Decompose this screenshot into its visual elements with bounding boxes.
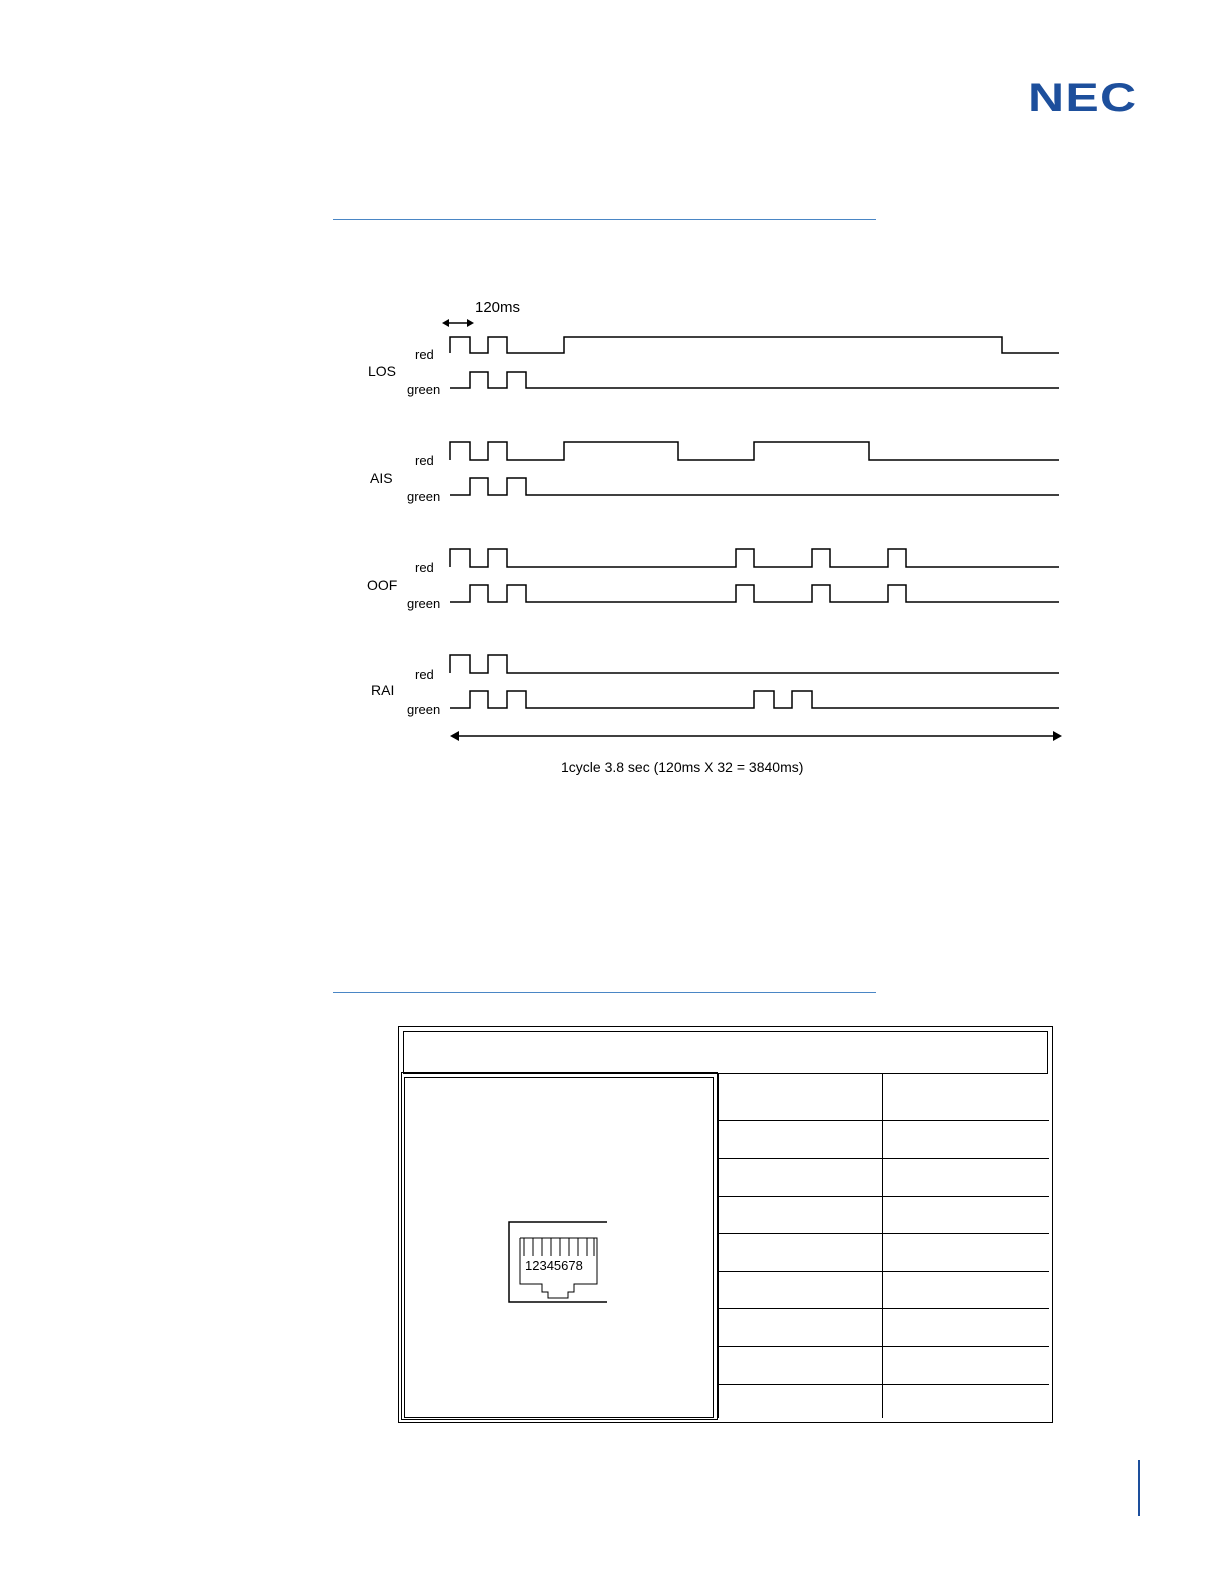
oof-red-label: red xyxy=(415,560,434,575)
pulse-width-marker xyxy=(442,319,474,327)
cycle-arrow xyxy=(450,731,1062,741)
oof-red-signal xyxy=(450,549,1059,567)
rj45-jack-icon xyxy=(508,1220,610,1304)
ais-label: AIS xyxy=(370,470,393,486)
ais-red-label: red xyxy=(415,453,434,468)
table-row xyxy=(718,1308,1049,1309)
pin-numbers: 12345678 xyxy=(525,1258,583,1273)
oof-green-label: green xyxy=(407,596,441,611)
table-row xyxy=(718,1346,1049,1347)
los-label: LOS xyxy=(368,363,397,379)
rai-red-label: red xyxy=(415,667,434,682)
ais-green-label: green xyxy=(407,489,441,504)
rai-green-label: green xyxy=(407,702,441,717)
section-rule-top xyxy=(333,219,876,220)
pulse-width-label: 120ms xyxy=(475,299,521,316)
rai-red-signal xyxy=(450,655,1059,673)
connector-table-header xyxy=(403,1031,1048,1074)
oof-label: OOF xyxy=(367,577,398,593)
led-timing-diagram xyxy=(350,290,1080,790)
pin-assignment-columns xyxy=(718,1074,1050,1418)
los-red-signal xyxy=(450,337,1059,353)
nec-logo: NEC xyxy=(1028,76,1138,120)
table-row xyxy=(718,1120,1049,1121)
table-row xyxy=(718,1196,1049,1197)
los-green-label: green xyxy=(407,382,441,397)
oof-green-signal xyxy=(450,585,1059,602)
table-row xyxy=(718,1233,1049,1234)
rai-label: RAI xyxy=(371,682,395,698)
los-green-signal xyxy=(450,372,1059,388)
rai-green-signal xyxy=(450,691,1059,708)
table-row xyxy=(718,1271,1049,1272)
page-marker-bar xyxy=(1138,1460,1140,1516)
ais-green-signal xyxy=(450,478,1059,495)
los-red-label: red xyxy=(415,347,434,362)
table-row xyxy=(718,1384,1049,1385)
section-rule-middle xyxy=(333,992,876,993)
table-row xyxy=(718,1158,1049,1159)
column-divider xyxy=(882,1074,883,1418)
ais-red-signal xyxy=(450,442,1059,460)
cycle-label: 1cycle 3.8 sec (120ms X 32 = 3840ms) xyxy=(561,759,804,775)
